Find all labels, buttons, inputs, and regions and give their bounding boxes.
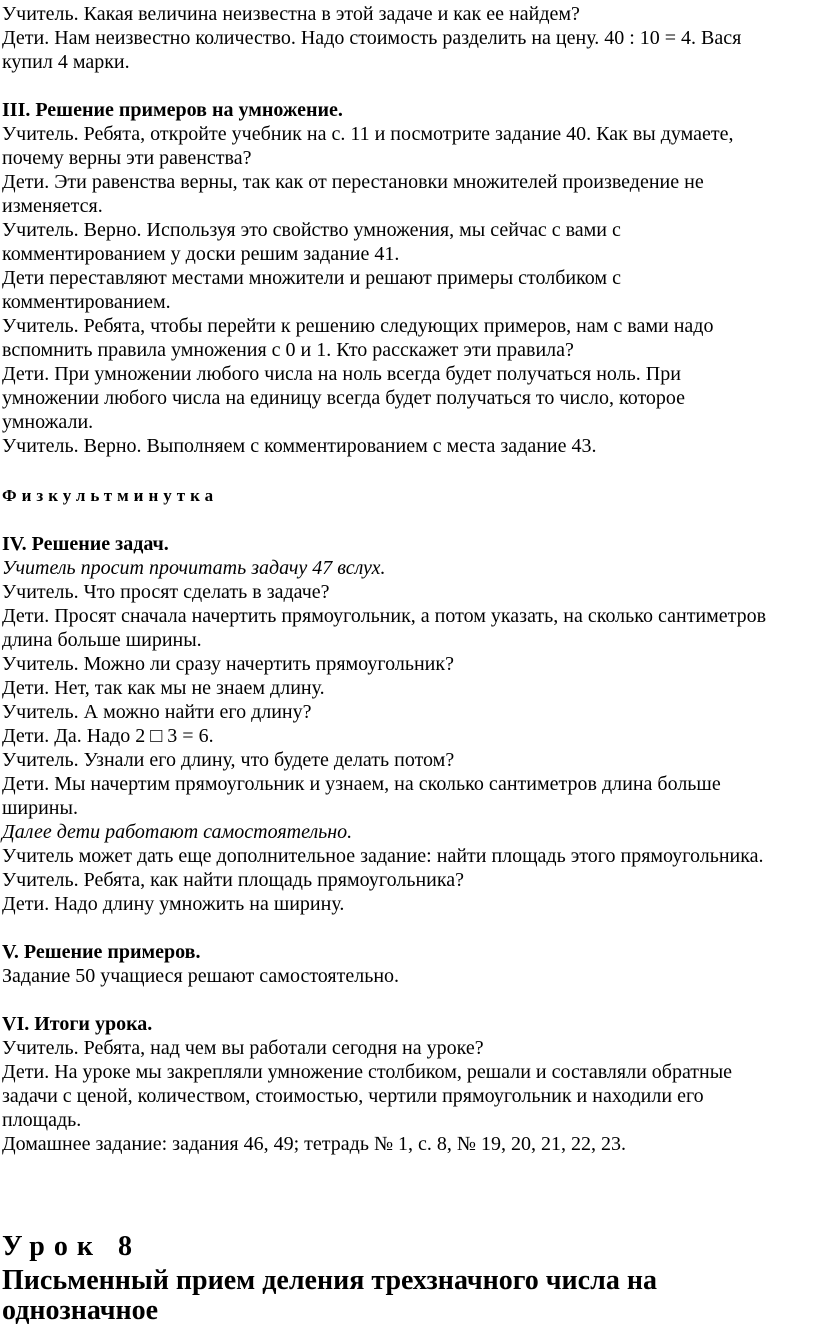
text-line: умножали.	[2, 411, 94, 433]
text-line: длина больше ширины.	[2, 629, 202, 651]
text-line: Учитель. Ребята, откройте учебник на с. 11 и посмотрите задание 40. Как вы думаете,	[2, 123, 734, 145]
lesson-title-continued: однозначное	[2, 1295, 159, 1326]
lesson-title: Письменный прием деления трехзначного числа на	[2, 1265, 657, 1296]
text-line: Домашнее задание: задания 46, 49; тетрадь № 1, с. 8, № 19, 20, 21, 22, 23.	[2, 1133, 626, 1155]
text-line: Учитель. Ребята, как найти площадь прямоугольника?	[2, 869, 465, 891]
text-line: Задание 50 учащиеся решают самостоятельно.	[2, 965, 400, 987]
text-line: Дети. Да. Надо 2 □ 3 = 6.	[2, 725, 214, 747]
italic-note: Далее дети работают самостоятельно.	[2, 821, 353, 843]
text-line: площадь.	[2, 1109, 82, 1131]
text-line: Учитель может дать еще дополнительное задание: найти площадь этого прямоугольника.	[2, 845, 764, 867]
text-line: Учитель. Узнали его длину, что будете делать потом?	[2, 749, 455, 771]
lesson-number-heading: Урок 8	[2, 1231, 141, 1262]
section-heading-fizkultminutka: Физкультминутка	[2, 486, 219, 505]
section-heading: VI. Итоги урока.	[2, 1013, 153, 1035]
text-line: изменяется.	[2, 195, 103, 217]
text-line: Учитель. Какая величина неизвестна в этой задаче и как ее найдем?	[2, 3, 580, 25]
text-line: вспомнить правила умножения с 0 и 1. Кто расскажет эти правила?	[2, 339, 574, 361]
text-line: Дети. При умножении любого числа на ноль всегда будет получаться ноль. При	[2, 363, 681, 385]
text-line: Дети. Нет, так как мы не знаем длину.	[2, 677, 325, 699]
text-line: комментированием у доски решим задание 41.	[2, 243, 400, 265]
text-line: комментированием.	[2, 291, 171, 313]
text-line: Учитель. Верно. Используя это свойство умножения, мы сейчас с вами с	[2, 219, 621, 241]
text-line: Дети переставляют местами множители и решают примеры столбиком с	[2, 267, 621, 289]
text-line: купил 4 марки.	[2, 51, 130, 73]
text-line: Учитель. Ребята, над чем вы работали сегодня на уроке?	[2, 1037, 484, 1059]
text-line: Учитель. Можно ли сразу начертить прямоугольник?	[2, 653, 454, 675]
text-line: Дети. Нам неизвестно количество. Надо стоимость разделить на цену. 40 : 10 = 4. Вася	[2, 27, 742, 49]
section-heading: IV. Решение задач.	[2, 533, 169, 555]
text-line: Учитель. Что просят сделать в задаче?	[2, 581, 330, 603]
text-line: Дети. Эти равенства верны, так как от перестановки множителей произведение не	[2, 171, 704, 193]
text-line: Дети. Надо длину умножить на ширину.	[2, 893, 345, 915]
text-line: задачи с ценой, количеством, стоимостью, чертили прямоугольник и находили его	[2, 1085, 704, 1107]
text-line: Учитель. Ребята, чтобы перейти к решению следующих примеров, нам с вами надо	[2, 315, 714, 337]
text-line: Учитель. Верно. Выполняем с комментированием с места задание 43.	[2, 435, 597, 457]
italic-note: Учитель просит прочитать задачу 47 вслух.	[2, 557, 386, 579]
text-line: почему верны эти равенства?	[2, 147, 252, 169]
section-heading: V. Решение примеров.	[2, 941, 201, 963]
text-line: умножении любого числа на единицу всегда будет получаться то число, которое	[2, 387, 686, 409]
text-line: ширины.	[2, 797, 78, 819]
section-heading: III. Решение примеров на умножение.	[2, 99, 343, 121]
text-line: Учитель. А можно найти его длину?	[2, 701, 312, 723]
text-line: Дети. На уроке мы закрепляли умножение столбиком, решали и составляли обратные	[2, 1061, 733, 1083]
text-line: Дети. Мы начертим прямоугольник и узнаем, на сколько сантиметров длина больше	[2, 773, 721, 795]
text-line: Дети. Просят сначала начертить прямоугольник, а потом указать, на сколько сантиметров	[2, 605, 767, 627]
